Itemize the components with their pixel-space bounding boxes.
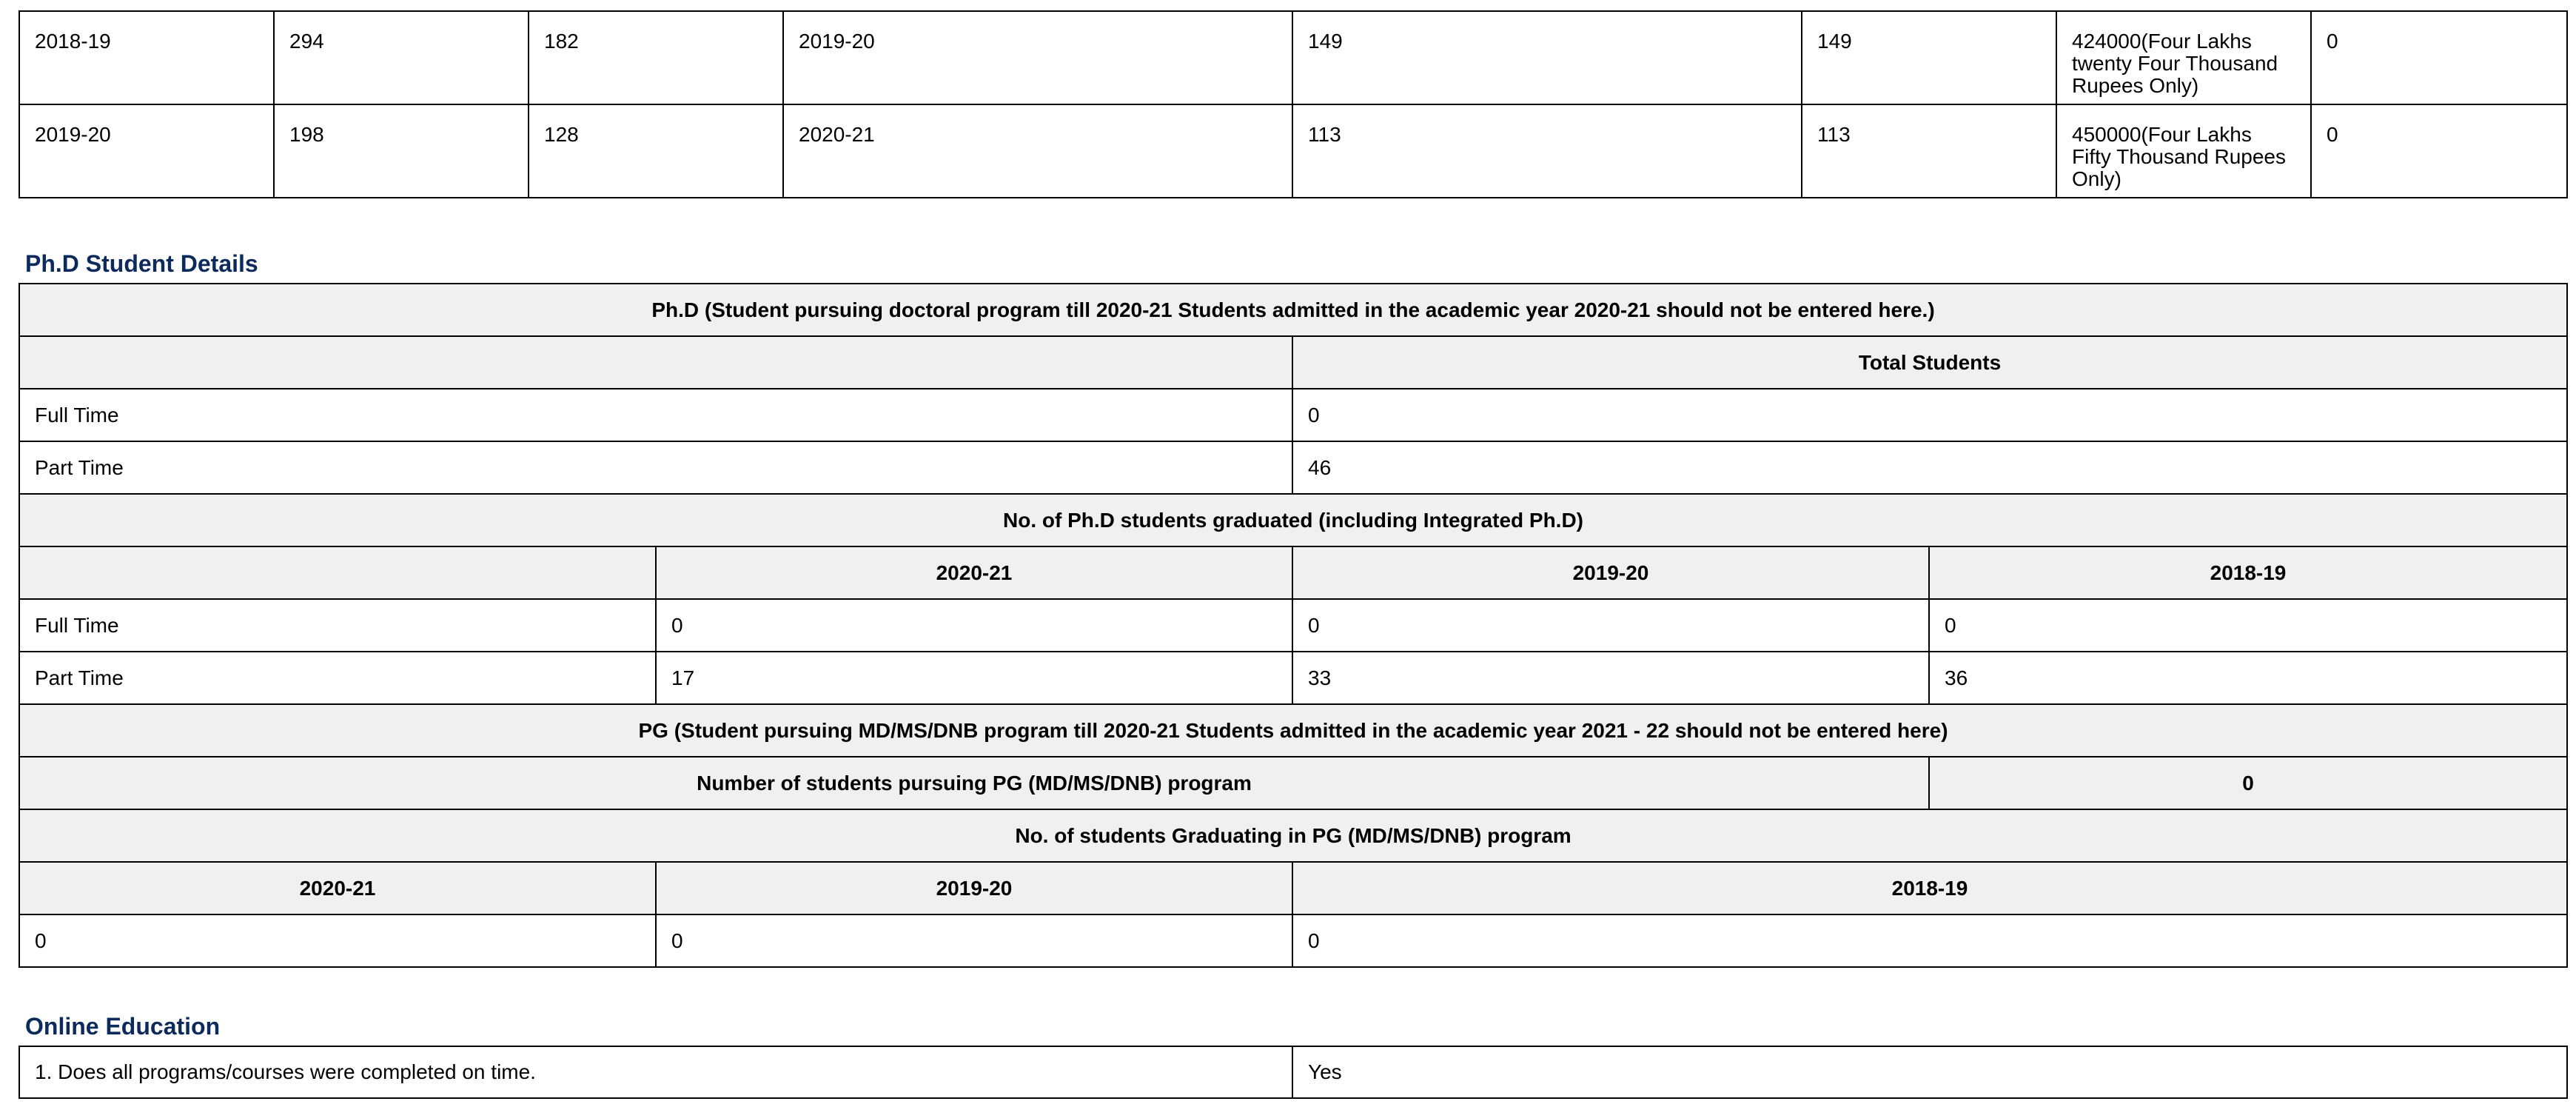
- table-row: [19, 11, 2567, 104]
- table-row: [19, 599, 2567, 652]
- pg-pursuing-label: Number of students pursuing PG (MD/MS/DNB) program: [19, 757, 1929, 809]
- pg-graduating-value: 0: [1292, 914, 2567, 967]
- table-header-row: [19, 757, 2567, 809]
- graduated-full-time-value: 0: [1929, 599, 2567, 652]
- table-row: [19, 1046, 2567, 1098]
- part-time-label: Part Time: [19, 652, 656, 704]
- table-header-row: [19, 809, 2567, 862]
- online-section-title: Online Education: [25, 1013, 221, 1040]
- year-header: 2020-21: [656, 546, 1292, 599]
- enrollment-table: [19, 10, 2568, 198]
- online-answer: Yes: [1292, 1046, 2567, 1098]
- table-cell: 2019-20: [19, 104, 274, 198]
- graduated-part-time-value: 33: [1292, 652, 1929, 704]
- pg-graduating-value: 0: [656, 914, 1292, 967]
- year-header: 2018-19: [1292, 862, 2567, 914]
- phd-table: [19, 283, 2568, 968]
- graduated-full-time-value: 0: [1292, 599, 1929, 652]
- table-cell: 149: [1292, 11, 1802, 104]
- table-cell: 198: [274, 104, 529, 198]
- table-header-row: [19, 546, 2567, 599]
- pg-graduating-value: 0: [19, 914, 656, 967]
- table-cell: 113: [1292, 104, 1802, 198]
- table-cell: 0: [2311, 104, 2567, 198]
- pg-pursuing-header: PG (Student pursuing MD/MS/DNB program till 2020-21 Students admitted in the academic year 2021 - 22 should not be entered here): [19, 704, 2567, 757]
- pg-pursuing-value: 0: [1929, 757, 2567, 809]
- table-cell: 2020-21: [783, 104, 1292, 198]
- phd-pursuing-header: Ph.D (Student pursuing doctoral program till 2020-21 Students admitted in the academic year 2020-21 should not be entered here.): [19, 284, 2567, 336]
- pursuing-part-time-value: 46: [1292, 441, 2567, 494]
- table-header-row: [19, 704, 2567, 757]
- table-cell: 294: [274, 11, 529, 104]
- empty-header-cell: [19, 546, 656, 599]
- online-question: 1. Does all programs/courses were completed on time.: [19, 1046, 1292, 1098]
- graduated-part-time-value: 17: [656, 652, 1292, 704]
- year-header: 2018-19: [1929, 546, 2567, 599]
- full-time-label: Full Time: [19, 599, 656, 652]
- table-cell: 424000(Four Lakhs twenty Four Thousand Rupees Only): [2056, 11, 2311, 104]
- year-header: 2019-20: [656, 862, 1292, 914]
- phd-section-title: Ph.D Student Details: [25, 250, 258, 277]
- table-cell: 149: [1802, 11, 2056, 104]
- total-students-header: Total Students: [1292, 336, 2567, 389]
- pg-graduating-header: No. of students Graduating in PG (MD/MS/DNB) program: [19, 809, 2567, 862]
- table-cell: 182: [529, 11, 783, 104]
- table-row: [19, 652, 2567, 704]
- part-time-label: Part Time: [19, 441, 1292, 494]
- table-header-row: [19, 336, 2567, 389]
- table-header-row: [19, 284, 2567, 336]
- pursuing-full-time-value: 0: [1292, 389, 2567, 441]
- table-cell: 113: [1802, 104, 2056, 198]
- table-header-row: [19, 862, 2567, 914]
- table-row: [19, 389, 2567, 441]
- full-time-label: Full Time: [19, 389, 1292, 441]
- table-cell: 128: [529, 104, 783, 198]
- table-row: [19, 441, 2567, 494]
- year-header: 2019-20: [1292, 546, 1929, 599]
- table-cell: 2019-20: [783, 11, 1292, 104]
- graduated-full-time-value: 0: [656, 599, 1292, 652]
- table-cell: 0: [2311, 11, 2567, 104]
- phd-graduated-header: No. of Ph.D students graduated (including Integrated Ph.D): [19, 494, 2567, 546]
- online-education-table: [19, 1046, 2568, 1099]
- empty-header-cell: [19, 336, 1292, 389]
- table-cell: 450000(Four Lakhs Fifty Thousand Rupees Only): [2056, 104, 2311, 198]
- year-header: 2020-21: [19, 862, 656, 914]
- graduated-part-time-value: 36: [1929, 652, 2567, 704]
- table-header-row: [19, 494, 2567, 546]
- table-cell: 2018-19: [19, 11, 274, 104]
- table-row: [19, 104, 2567, 198]
- table-row: [19, 914, 2567, 967]
